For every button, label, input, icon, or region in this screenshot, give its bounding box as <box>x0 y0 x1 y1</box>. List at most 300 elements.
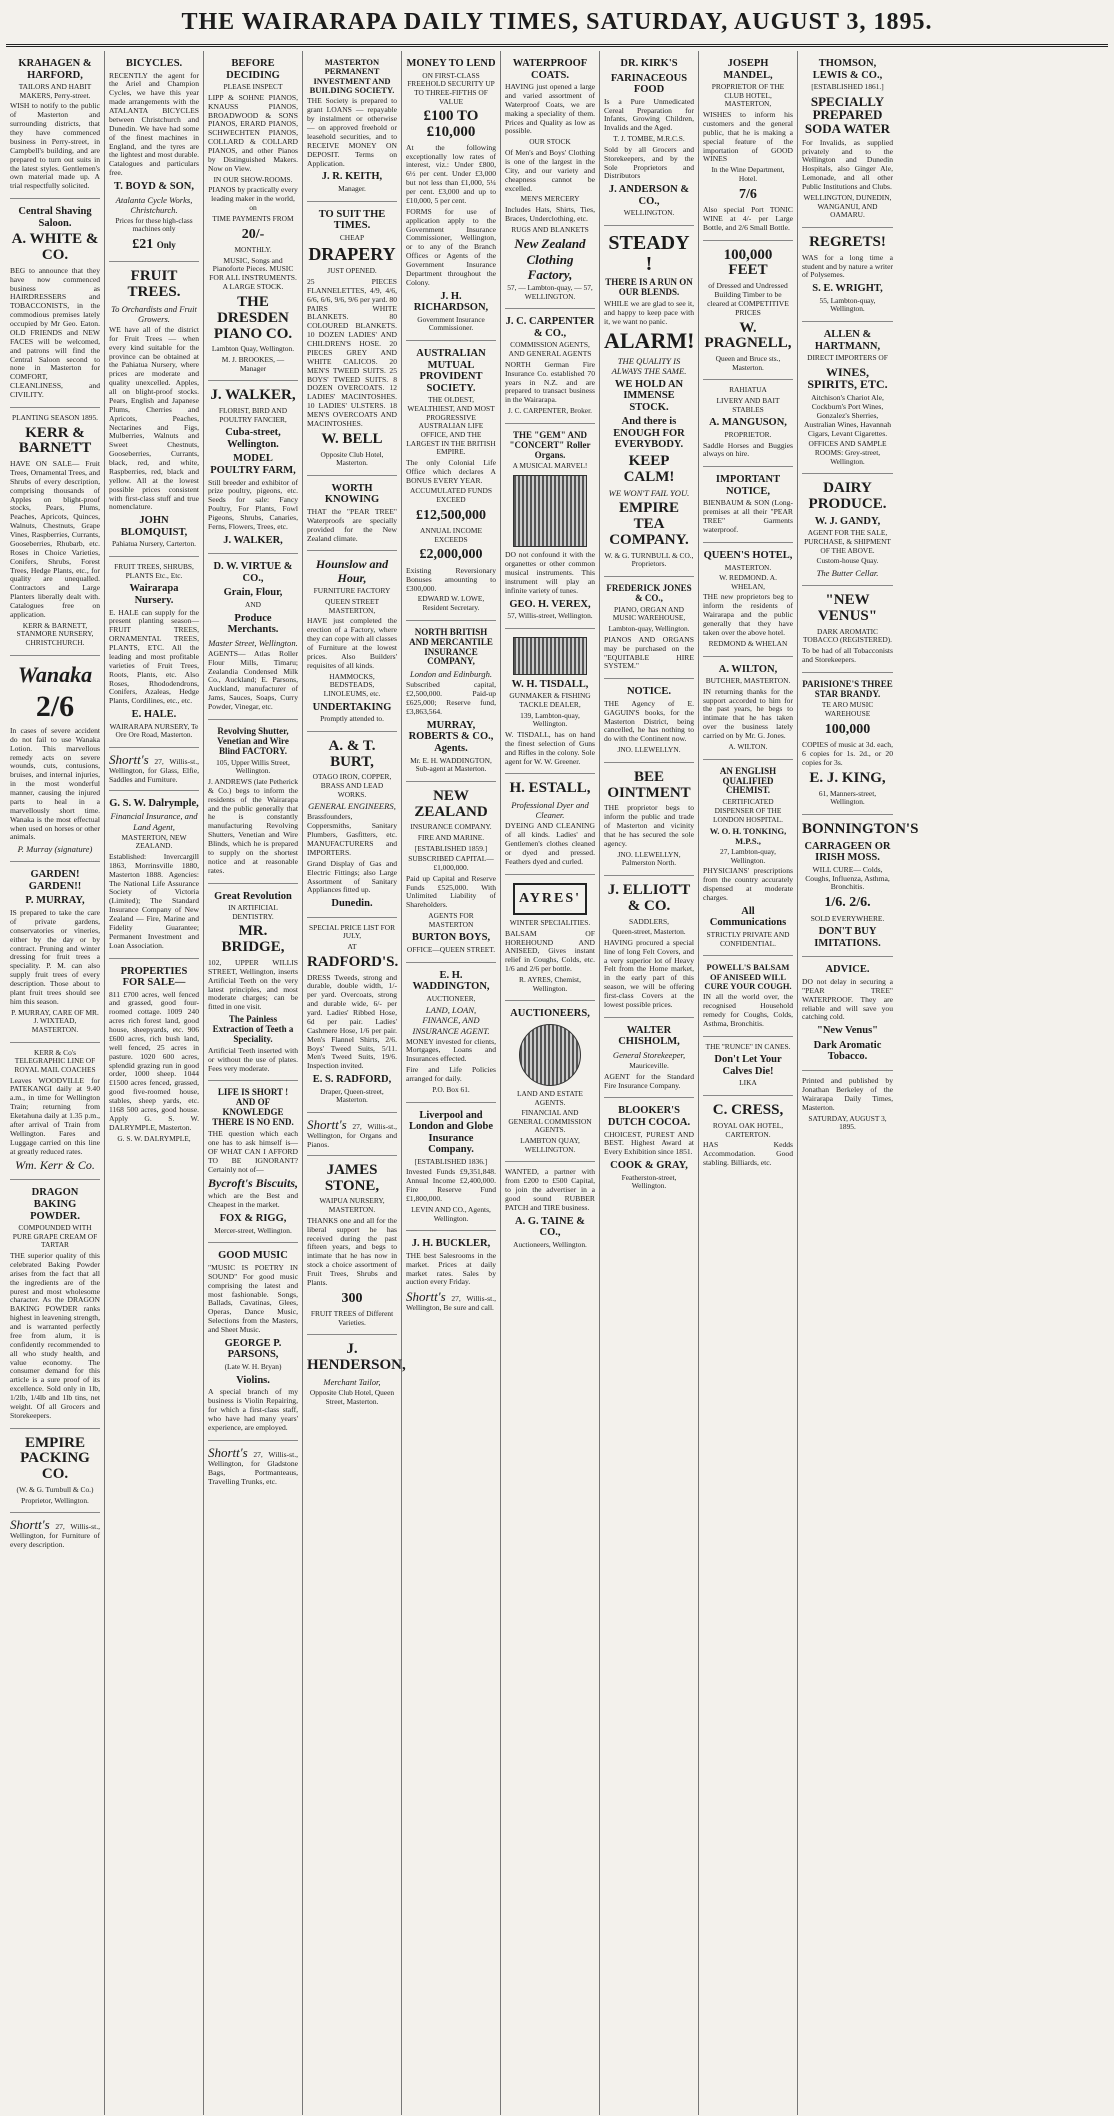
ad-title: KEEP CALM! <box>623 452 675 485</box>
ad-title: DAIRY PRODUCE. <box>808 480 887 513</box>
ad-address: (Late W. H. Bryan) <box>224 1362 282 1371</box>
ad-body: THE Agency of E. GAGUIN'S books, for the Masterton District, being cancelled, he has nothing to do with the Continent now. <box>604 698 694 744</box>
ad-title: A. & T. BURT, <box>328 737 376 770</box>
ad-wanaka-lotion <box>10 656 100 863</box>
ad-subheading: MEN'S MERCERY <box>520 194 580 204</box>
ad-body: A special branch of my business is Violin Repairing, for which a first-class staff, who have had many years' experience, are employed. <box>208 1387 298 1432</box>
price-figure: 100,000 <box>824 721 871 737</box>
ad-title: FREDERICK JONES & CO., <box>606 583 692 603</box>
ad-subheading: INSURANCE COMPANY. <box>410 822 492 832</box>
ad-address: Opposite Club Hotel, Queen Street, Masterton. <box>309 1388 395 1406</box>
ad-footer: J. WALKER, <box>223 534 283 546</box>
ad-dentistry <box>208 884 298 1082</box>
ad-north-british <box>406 621 496 782</box>
ad-title: NORTH BRITISH AND MERCANTILE INSURANCE COMPANY, <box>409 626 493 667</box>
ad-heading: Great Revolution <box>214 890 292 902</box>
ad-footer: A. WILTON. <box>728 741 768 751</box>
ad-heading: MONEY TO LEND <box>406 58 496 69</box>
ad-body: Established: Invercargill 1863, Morrinsville 1880, Masterton 1888. Agencies: The National Life Assurance Society of Victoria (Limited); The Standard Insurance Company of New Zealand — Fire, Marine and Fidelity Guarantee; Permanent Investment and Loan Association. <box>109 851 199 950</box>
column-8 <box>699 51 798 2115</box>
ad-footer: W. PRAGNELL, <box>704 319 792 352</box>
ad-te-aro-music <box>802 673 893 815</box>
ad-title: THE DRESDEN PIANO CO. <box>213 294 293 342</box>
ad-thomson-lewis <box>802 51 893 228</box>
ad-buckler <box>406 1231 496 1318</box>
ad-footer: E. S. RADFORD, <box>312 1074 392 1086</box>
ad-body: IN all the world over, the recognised Household remedy for Coughs, Colds, Asthma, Bronchitis. <box>703 992 793 1028</box>
ad-hounslow <box>307 551 397 731</box>
ad-role: Manager. <box>338 183 366 193</box>
ad-subheading: Financial Insurance, and Land Agent, <box>110 811 198 832</box>
ad-body: HAVING just opened a large and varied assortment of Waterproof Coats, we are making a speciality of them. Prices and Quality as low as possible. <box>505 82 595 136</box>
ad-title: AUSTRALIAN MUTUAL PROVIDENT SOCIETY. <box>416 348 486 394</box>
ad-body: 27, Willis-st., Wellington, for Glass, Elfie, Saddles and Furniture. <box>109 756 199 785</box>
ad-subheading: To Orchardists and Fruit Growers. <box>111 303 197 324</box>
ad-address: Opposite Club Hotel, Masterton. <box>320 449 384 468</box>
ad-footer: W. BELL <box>321 430 383 447</box>
ad-krahagen-harford <box>10 51 100 199</box>
ad-subheading: WE WON'T FAIL YOU. <box>608 488 690 499</box>
ad-subheading: FIRE AND MARINE. <box>417 833 485 843</box>
ad-footer: KERR & BARNETT, STANMORE NURSERY, CHRISTCHURCH. <box>16 620 94 648</box>
ad-body: Paid up Capital and Reserve Funds £525,000. With Unlimited Liability of Shareholders. <box>406 873 496 910</box>
ad-footer: M. J. BROOKES, — Manager <box>221 355 285 373</box>
ad-body: of Dressed and Undressed Building Timber to be cleared at COMPETITIVE PRICES <box>707 281 789 317</box>
ad-properties-for-sale <box>109 959 199 1151</box>
ad-subheading: THE OLDEST, WEALTHIEST, AND MOST PROGRESSIVE AUSTRALIAN LIFE OFFICE, AND THE LARGEST IN THE BRITISH EMPIRE. <box>406 395 496 457</box>
ad-subheading: All Communications <box>709 905 787 929</box>
ad-address: Queen and Bruce sts., Masterton. <box>715 354 781 372</box>
ad-bonnington <box>802 815 919 958</box>
ad-body: which are the Best and Cheapest in the market. <box>208 1191 298 1210</box>
ad-subheading: THERE IS A RUN ON OUR BLENDS. <box>605 277 693 297</box>
ad-runce <box>703 1037 793 1096</box>
ad-heading: DR. KIRK'S <box>620 58 678 69</box>
ad-footer: JOHN BLOMQUIST, <box>120 515 188 538</box>
ad-subheading: JUST OPENED. <box>327 266 377 276</box>
ad-title: J. HENDERSON, <box>307 1341 406 1374</box>
ad-body: 25 PIECES FLANNELETTES, 4/9, 4/6, 6/6, 6/6, 9/6, 9/6 per yard. 80 PAIRS WHITE BLANKETS. 80 COLOURED BLANKETS. 10 DOZEN LADIES' AND CHILDREN'S HOSE. 20 PIECES GREY AND WHITE CALICOS. 20 MEN'S TWEED SUITS. 25 BOYS' TWEED SUITS. 8 DOZEN OVERCOATS. 12 LADIES' MACINTOSHES. 10 LADIES' ULSTERS. 18 MEN'S OVERCOATS AND MACINTOSHES. <box>307 276 397 428</box>
ad-waddington <box>406 963 496 1103</box>
ad-body: E. HALE can supply for the present planting season— FRUIT TREES, ORNAMENTAL TREES, PLANTS, ETC. All the leading and most profitable varieties of Fruit Trees, Roots, Plants, etc. Also Roses, Rhododendrons, Conifers, Azaleas, Hedge Plants, Cordilines, etc., etc. <box>109 607 199 706</box>
ad-role: PROPRIETOR. <box>724 429 772 439</box>
ad-address: OFFICE—QUEEN STREET. <box>406 945 496 954</box>
column-1 <box>6 51 105 2115</box>
ad-body: WE have all of the district for Fruit Trees — when every kind suitable for the province can be obtained at the Pahiatua Nursery, where prices are moderate and quality unexcelled. Apples, all on blight-proof stocks. Pears, English and Japanese Plums, Cherries and Apricots, Peaches, Nectarines and Figs, Mulberries, Walnuts and Sweet Chestnuts, Gooseberries, Currants, black, red, and white, Raspberries, red, black and yellow. All at the lowest possible prices consistent with first-class stuff and true nomenclature. <box>109 324 199 512</box>
ad-address: 139, Lambton-quay, Wellington. <box>520 710 580 729</box>
ad-burt <box>307 732 397 918</box>
ad-body: Brassfounders, Coppersmiths, Sanitary Plumbers, Gasfitters, etc. MANUFACTURERS and IMPORTERS. <box>307 812 397 857</box>
ad-body: DYEING AND CLEANING of all kinds. Ladies' and Gentlemen's clothes cleaned or dyed and pressed. Feathers dyed and curled. <box>505 821 595 866</box>
ad-subheading: AT <box>347 942 357 952</box>
ad-title: J. C. CARPENTER & CO., <box>505 316 595 339</box>
ad-blind-factory <box>208 720 298 884</box>
ad-subheading: General Storekeeper, <box>612 1049 686 1060</box>
ad-tisdall <box>505 629 595 775</box>
ad-body: Sold by all Grocers and Storekeepers, and by the Sole Proprietors and Distributors <box>604 144 694 181</box>
ad-subheading: UNDERTAKING <box>312 701 392 713</box>
ad-body: AGENTS— Atlas Roller Flour Mills, Timaru; Zealandia Condensed Milk Co., Auckland; E. Parsons, Auckland, manufacturer of Jams, Sauces, Soaps, Curry Powder, Vinegar, etc. <box>208 648 298 712</box>
ad-subheading: The Painless Extraction of Teeth a Speciality. <box>212 1014 294 1044</box>
ad-role: Government Insurance Commissioner. <box>417 314 485 333</box>
ad-subheading: (W. & G. Turnbull & Co.) <box>16 1484 94 1494</box>
ad-body: WHILE we are glad to see it, and happy to keep pace with it, we want no panic. <box>604 298 694 326</box>
ad-title: NEW ZEALAND <box>414 787 488 820</box>
ad-body: MUSIC, Songs and Pianoforte Pieces. MUSIC FOR ALL INSTRUMENTS. A LARGE STOCK. <box>209 255 297 292</box>
ad-title: POWELL'S BALSAM OF ANISEED WILL CURE YOUR COUGH. <box>704 962 792 991</box>
ad-subheading: CARRAGEEN OR IRISH MOSS. <box>804 840 891 864</box>
roller-organ-illustration <box>513 475 587 547</box>
brand-logo: Wanaka <box>17 661 93 687</box>
ad-body: 27, Willis-st., Wellington, for Gladstone Bags, Portmanteaus, Travelling Trunks, etc. <box>208 1449 298 1486</box>
ad-body: BALSAM OF HOREHOUND AND ANISEED, Gives instant relief in Coughs, Colds, etc. 1/6 and 2/6 per bottle. <box>505 928 595 974</box>
ad-title: G. S. W. Dalrymple, <box>109 797 199 809</box>
ad-building-society <box>307 51 397 202</box>
ad-body: The only Colonial Life Office which declares A BONUS EVERY YEAR. <box>406 457 496 485</box>
ad-body: LIPP & SOHNE PIANOS, KNAUSS PIANOS, BROADWOOD & SONS PIANOS, ERARD PIANOS, SCHWECHTEN PIANOS, COLLARD & COLLARD PIANOS, and other Pianos by Distinguished Makers. Now on View. <box>208 92 298 173</box>
ad-title: ALARM! <box>604 328 695 354</box>
ad-subheading: FRUIT TREES of Different Varieties. <box>310 1309 394 1327</box>
ad-address: Queen-street, Masterton. <box>612 927 686 937</box>
ad-body: Grand Display of Gas and Electric Fittings; also Large Assortment of Sanitary Appliances fitted up. <box>307 858 397 895</box>
ad-subheading: SUBSCRIBED CAPITAL—£1,000,000. <box>408 854 494 872</box>
ad-dalrymple <box>109 791 199 959</box>
ad-footer: J. C. CARPENTER, Broker. <box>508 406 592 416</box>
ad-title: JAMES STONE, <box>324 1161 380 1194</box>
ad-subheading: DARK AROMATIC TOBACCO (REGISTERED). <box>803 626 892 645</box>
ad-address: Dunedin. <box>331 898 373 910</box>
ad-body: BEG to announce that they have now commenced business as HAIRDRESSERS and TOBACCONISTS, in the commodious premises lately occupied by Mr Geo. Eaton. OLD FRIENDS and NEW FACES will be welcomed, and patrons will find the Central Saloon second to none in Masterton for COMFORT, CLEANLINESS, and CIVILITY. <box>10 265 100 399</box>
ad-subheading: AGENTS FOR MASTERTON <box>428 911 474 929</box>
ad-subheading: TIME PAYMENTS FROM <box>212 213 294 223</box>
ad-virtue <box>208 554 298 720</box>
ad-heading: RAHIATUA <box>729 385 767 395</box>
ad-body: THE superior quality of this celebrated Baking Powder arises from the fact that all the ingredients are of the purest and most wholesome character. As the DRAGON BAKING POWDER ranks highest in leavening strength, and is warranted perfectly free from alum, it is confidently recommended to all who study health, and value economy. The consumer demand for this article is a sure proof of its excellence. Sold only in 1lb, 1/2lb, 1/4lb and 1lb tins, net weight. Of all Grocers and Storekeepers. <box>10 1251 100 1420</box>
ad-heading: WORTH KNOWING <box>324 482 380 506</box>
ad-title: E. H. WADDINGTON, <box>412 969 490 993</box>
ad-title: MR. BRIDGE, <box>221 923 285 956</box>
ad-body: Artificial Teeth inserted with or without the use of plates. Fees very moderate. <box>208 1045 298 1073</box>
ad-body: Includes Hats, Shirts, Ties, Braces, Underclothing, etc. <box>505 205 595 223</box>
ad-title: JOSEPH MANDEL, <box>723 58 773 81</box>
ad-body: IN returning thanks for the support accorded to him for the past years, he begs to intimate that he has taken over the business lately carried on by Mr. G. Jones. <box>703 686 793 741</box>
ad-title: A. WHITE & CO. <box>11 231 99 263</box>
ad-address: Lambton Quay, Wellington. <box>211 344 295 354</box>
ad-title: KERR & BARNETT <box>18 424 92 457</box>
ad-body: Subscribed capital, £2,500,000. Paid-up £625,000; Reserve fund, £3,863,564. <box>406 680 496 717</box>
ad-title: GEORGE P. PARSONS, <box>224 1337 282 1361</box>
column-2 <box>105 51 204 2115</box>
ad-subheading: GUNMAKER & FISHING TACKLE DEALER, <box>509 691 591 709</box>
ad-title: Revolving Shutter, Venetian and Wire Blind FACTORY. <box>217 725 289 756</box>
ad-address: Draper, Queen-street, Masterton. <box>320 1086 384 1105</box>
ad-title: QUEEN'S HOTEL, <box>703 549 793 561</box>
ad-title: RADFORD'S. <box>307 953 399 970</box>
ad-subheading: THE QUALITY IS ALWAYS THE SAME. <box>611 355 687 376</box>
ad-body: IS prepared to take the care of private gardens, conservatories or vineries, either by the day or by contract. Pruning and winter dressing for fruit trees a speciality. P. M. can also supply fruit trees of every description. Those about to plant fruit trees should see him this season. <box>10 908 100 1006</box>
ad-body: Invested Funds £9,351,848. Annual Income £2,400,000. Fire Reserve Fund £1,800,000. <box>406 1167 496 1204</box>
ad-title: D. W. VIRTUE & CO., <box>213 561 293 584</box>
ad-title: EMPIRE PACKING CO. <box>20 1434 90 1483</box>
ad-body: At the following exceptionally low rates of interest, viz.: Under £800, 6½ per cent. Under £3,000 but not less than £1,000, 5¼ per cent. £3,000 and up to £10,000, 5 per cent. <box>406 142 496 205</box>
ad-subheading: OUR STOCK <box>529 137 571 147</box>
ad-subheading: AGENT FOR THE SALE, PURCHASE, & SHIPMENT OF THE ABOVE. <box>804 528 891 555</box>
price-figure: £2,000,000 <box>419 547 483 563</box>
ad-address: WELLINGTON. <box>623 208 675 218</box>
ad-footer: OFFICES AND SAMPLE ROOMS: Grey-street, Wellington. <box>808 439 887 466</box>
ad-heading: AUCTIONEERS, <box>510 1008 590 1020</box>
ad-title: THE "GEM" AND "CONCERT" Roller Organs. <box>509 429 591 460</box>
ad-henderson <box>307 1335 406 1413</box>
ad-subheading: SOLD EVERYWHERE. <box>810 913 885 923</box>
ad-body: THE best Salesrooms in the market. Prices at daily market rates. Sales by auction every Friday. <box>406 1250 496 1287</box>
ad-footer: EDWARD W. LOWE, Resident Secretary. <box>417 594 485 613</box>
ad-auctioneers <box>505 1001 595 1162</box>
ad-subheading: CERTIFICATED DISPENSER OF THE LONDON HOSPITAL. <box>712 797 784 824</box>
ad-subheading: Grain, Flour, <box>223 587 283 599</box>
ad-title: DRAPERY <box>308 244 396 265</box>
column-4 <box>303 51 406 2115</box>
ad-subheading: FURNITURE FACTORY <box>313 586 391 596</box>
ad-important-notice <box>703 467 793 543</box>
ad-heading: FRUIT TREES, SHRUBS, PLANTS Etc., Etc. <box>114 562 194 580</box>
ad-title: J. WALKER, <box>210 387 296 404</box>
ad-body: DO not confound it with the organettes or other common musical instruments. This instrument will play an infinite variety of tunes. <box>505 550 595 595</box>
ad-title: J. ELLIOTT & CO. <box>607 882 691 914</box>
ad-allen-hartmann <box>802 322 893 474</box>
ad-subheading: London and Edinburgh. <box>409 669 493 680</box>
ad-subheading: FINANCIAL AND GENERAL COMMISSION AGENTS. <box>508 1108 592 1135</box>
page-columns <box>6 51 1108 2115</box>
ad-subheading: WINTER SPECIALITIES. <box>509 917 591 927</box>
ad-body: "MUSIC IS POETRY IN SOUND" For good music comprising the latest and most fashionable. Songs, Ballads, Cavatinas, Glees, Operas, Dance Music, Selections from the Masters, and Sheet Music. <box>208 1262 298 1335</box>
ad-subheading: [ESTABLISHED 1859.] <box>414 843 488 853</box>
ad-subheading: SADDLERS, <box>628 916 670 926</box>
ad-amp-society <box>406 341 496 621</box>
ad-body: RECENTLY the agent for the Ariel and Champion Cycles, we have this year made arrangements with the ATALANTA BICYCLES between Christchurch and Dunedin. We have had some of the finest machines in England, and the tyres are the lightest and most durable. Catalogues and particulars free. <box>109 70 199 178</box>
ad-shortts <box>307 1113 397 1156</box>
ad-address: Atalanta Cycle Works, Christchurch. <box>115 194 193 215</box>
ad-estall <box>505 774 595 874</box>
ad-subheading: WAIPUA NURSERY, MASTERTON. <box>319 1196 385 1215</box>
ad-subheading: IN OUR SHOW-ROOMS. <box>213 174 293 184</box>
ad-footer: T. J. TOMBE, M.R.C.S. <box>613 134 685 144</box>
fishing-tackle-illustration <box>513 637 587 675</box>
ad-body: THE proprietor begs to inform the public and trade of Masterton and vicinity that he has secured the sole agency. <box>604 803 694 848</box>
ad-cheap-drapery <box>307 202 397 476</box>
ad-regrets <box>802 228 893 322</box>
ad-subheading: W. REDMOND. A. WHELAN, <box>719 573 777 591</box>
ad-footer: G. S. W. DALRYMPLE, <box>117 1133 191 1143</box>
ayres-banner: AYRES' <box>513 883 587 915</box>
ad-subheading: ACCUMULATED FUNDS EXCEED <box>410 486 492 505</box>
ad-footer: LIKA <box>739 1078 757 1088</box>
ad-title: £100 TO £10,000 <box>423 108 479 140</box>
ad-title: New Zealand Clothing Factory, <box>514 236 586 282</box>
ad-title: H. ESTALL, <box>509 780 591 797</box>
ad-wilton <box>703 657 793 760</box>
ad-address: 27, Lambton-quay, Wellington. <box>720 846 776 865</box>
ad-body: HAVE ON SALE— Fruit Trees, Ornamental Trees, and Shrubs of every description, comprising thousands of Apples on blight-proof stocks, Pears, Plums, Peaches, Apricots, Quinces, Walnuts, Chestnuts, Grape Vines, Raspberries, Currants, Gooseberries, Rhubarb, etc. Roses in Choice Varieties, Conifers, Shrubs, Forest Trees, Hedge Plants, etc., for quality are unequalled. Contractors and Large Planters liberally dealt with. Catalogues free on application. <box>10 459 100 619</box>
ad-title: BONNINGTON'S <box>802 820 919 837</box>
ad-title: A. WILTON, <box>718 663 778 675</box>
ad-roller-organs <box>505 424 595 629</box>
ad-address: MASTERTON. <box>724 562 772 572</box>
ad-subheading: ANNUAL INCOME EXCEEDS <box>420 526 482 544</box>
price-figure: 7/6 <box>739 186 757 202</box>
ad-title: C. CRESS, <box>712 1102 784 1119</box>
ad-title: Liverpool and London and Globe Insurance Company. <box>408 1109 494 1156</box>
ad-address: 55, Lambton-quay, Wellington. <box>819 295 876 314</box>
brand-name: Shortt's <box>10 1517 50 1533</box>
imprint <box>802 1071 893 1139</box>
ad-subheading: LAND, LOAN, FINANCE, AND INSURANCE AGENT. <box>412 1005 490 1036</box>
ad-address: MASTERTON, NEW ZEALAND. <box>121 832 187 851</box>
ad-footer: COOK & GRAY, <box>610 1160 688 1172</box>
ad-body: Also special Port TONIC WINE at 4/- per Large Bottle, and 2/6 Small Bottle. <box>703 205 793 232</box>
ad-role: Auctioneers, Wellington. <box>513 1239 587 1249</box>
ad-royal-oak <box>703 1096 793 1175</box>
ad-title: SPECIALLY PREPARED SODA WATER <box>804 93 891 137</box>
ad-subheading: DON'T BUY IMITATIONS. <box>814 926 881 949</box>
ad-heading: KRAHAGEN & HARFORD, <box>18 58 92 81</box>
ad-body: 27, Willis-st., Wellington, for Organs and Pianos. <box>307 1122 397 1150</box>
ad-subheading: MONTHLY. <box>234 244 272 254</box>
ad-body: 27, Willis-st., Wellington, Be sure and call. <box>406 1294 496 1313</box>
ad-carpenter <box>505 309 595 423</box>
ad-address: 57, Willis-street, Wellington. <box>507 611 593 621</box>
ad-title: Hounslow and Hour, <box>315 557 389 586</box>
ad-body: DO not delay in securing a "PEAR TREE" WATERPROOF. They are reliable and will save you catching cold. <box>802 976 893 1022</box>
ad-body: CHOICEST, PUREST AND BEST. Highest Award at Every Exhibition since 1851. <box>604 1129 694 1157</box>
ad-livery-stables <box>703 380 793 467</box>
ad-heading: NOTICE. <box>626 686 672 698</box>
ad-worth-knowing <box>307 476 397 552</box>
ad-heading: BICYCLES. <box>125 58 183 69</box>
ad-subheading: Dark Aromatic Tobacco. <box>813 1039 882 1063</box>
ad-central-shaving-saloon <box>10 199 100 408</box>
ad-heading: GARDEN! GARDEN!! <box>28 869 82 892</box>
column-5 <box>402 51 501 2115</box>
ad-title: THOMSON, LEWIS & CO., <box>812 58 883 81</box>
ad-james-stone <box>307 1156 397 1336</box>
ad-ayres <box>505 875 595 1002</box>
ad-body: WILL CURE— Colds, Coughs, Influenza, Asthma, Bronchitis. <box>805 864 890 892</box>
ad-footer: LEVIN AND CO., Agents, Wellington. <box>411 1204 491 1223</box>
ad-body: HAS Kedds Accommodation. Good stabling. Billiards, etc. <box>703 1140 793 1167</box>
ad-good-music <box>208 1243 298 1440</box>
ad-body: WAS for a long time a student and by nature a writer of Polysemes. <box>802 252 893 280</box>
ad-address: LAMBTON QUAY, WELLINGTON. <box>520 1136 580 1154</box>
price-figure: £21 Only <box>132 237 176 252</box>
price-figure: 300 <box>341 1290 363 1306</box>
ad-footer: MURRAY, ROBERTS & CO., Agents. <box>408 719 494 754</box>
ad-footer: W. J. GANDY, <box>814 515 881 527</box>
ad-dragon-baking-powder <box>10 1180 100 1428</box>
ad-subheading: AUCTIONEER, <box>426 993 476 1003</box>
ad-address: Pahiatua Nursery, Carterton. <box>111 539 197 549</box>
ad-title: P. MURRAY, <box>25 895 85 907</box>
ad-shortts <box>208 1441 298 1492</box>
ad-title: 100,000 FEET <box>723 246 773 279</box>
ad-body: THANKS one and all for the liberal support he has received during the past fifteen years, and begs to intimate that he has now in stock a choice assortment of Fruit Trees, Shrubs and Plants. <box>307 1215 397 1287</box>
ad-subheading: COMMISSION AGENTS, AND GENERAL AGENTS <box>508 340 592 359</box>
ad-subheading: HAMMOCKS, BEDSTEADS, LINOLEUMS, etc. <box>323 671 381 698</box>
brand-name: Shortt's <box>208 1444 248 1460</box>
ad-title: BEE OINTMENT <box>607 768 691 801</box>
column-9 <box>798 51 919 2115</box>
ad-body: Still breeder and exhibitor of prize poultry, pigeons, etc. Seeds for sale: Fancy Poultry, For Plants, Fowl Pigeons, Shrubs, Canaries, Ferns, Flowers, Trees, etc. <box>208 477 298 531</box>
ad-footer: P. MURRAY, CARE OF MR. J. WIXTEAD, MASTERTON. <box>11 1007 99 1034</box>
ad-body: PIANOS by practically every leading maker in the world, on <box>208 185 298 213</box>
ad-subheading: Violins. <box>236 1374 270 1386</box>
ad-subheading: PROPRIETOR OF THE CLUB HOTEL, MASTERTON, <box>711 82 785 109</box>
ad-title: REGRETS! <box>809 233 886 250</box>
brand-name: Bycroft's Biscuits, <box>208 1176 299 1191</box>
ad-bee-ointment <box>604 763 694 876</box>
ad-title: MASTERTON PERMANENT INVESTMENT AND BUILDING SOCIETY. <box>309 57 395 96</box>
ad-subheading: W. & G. TURNBULL & CO., Proprietors. <box>604 550 694 569</box>
ad-body: In cases of severe accident do not fail to use Wanaka Lotion. This marvellous remedy acts on severe wounds, cuts, contusions, bruises, and internal injuries, in the most wonderful manner, causing the injured parts to heal in a marvellously short time. Wanaka is the most effectual when used on horses or other animals. <box>10 725 100 842</box>
ad-subheading: CHEAP <box>339 232 365 242</box>
ad-subheading: Produce Merchants. <box>227 612 279 636</box>
ad-title: FARINACEOUS FOOD <box>610 72 688 96</box>
ad-subheading: MODEL POULTRY FARM, <box>210 453 296 477</box>
ad-radford <box>307 918 397 1113</box>
ad-subheading: DIRECT IMPORTERS OF <box>807 353 888 363</box>
ad-body: For Invalids, as supplied privately and to the Wellington and Dunedin Hospitals, also Ginger Ale, Lemonade, and all other Public Institutions and Clubs. <box>802 137 893 192</box>
ad-body: THE question which each one has to ask himself is— OF WHAT CAN I AFFORD TO BE IGNORANT? Certainly not of— <box>208 1129 298 1174</box>
ad-body: 27, Willis-st., Wellington, for Furniture of every description. <box>10 1522 100 1550</box>
ad-address: Mauriceville. <box>629 1061 669 1070</box>
ad-address: 57, — Lambton-quay, — 57, WELLINGTON. <box>507 283 593 301</box>
price-label: Prices for these high-class machines only <box>115 215 193 234</box>
ad-subheading: ON FIRST-CLASS FREEHOLD SECURITY UP TO THREE-FIFTHS OF VALUE <box>407 70 495 106</box>
ad-subheading: RUGS AND BLANKETS <box>511 224 589 234</box>
ad-footer: A. G. TAINE & CO., <box>515 1215 585 1239</box>
ad-kerr-barnett <box>10 408 100 656</box>
brand-name: Shortt's <box>406 1289 446 1305</box>
ad-title: Don't Let Your Calves Die! <box>714 1054 782 1077</box>
ad-bicycles <box>109 51 199 262</box>
ad-title: STEADY ! <box>608 232 690 276</box>
ad-subheading: PLANTING SEASON 1895. <box>11 412 99 422</box>
ad-heading: Central Shaving Saloon. <box>18 206 92 229</box>
ad-subheading: Promptly attended to. <box>320 714 384 724</box>
ad-body: W. TISDALL, has on hand the finest selection of Guns and Rifles in the colony. Sole agent for W. W. Greener. <box>505 729 595 766</box>
ad-body: WISH to notify to the public of Masterton and surrounding districts, that they have commenced business in Perry-street, in Campbell's building, and are prepared to turn out suits in the latest styles. Gentlemen's own material made up. A trial respectfully solicited. <box>10 101 100 191</box>
ad-title: A. MANGUSON, <box>709 417 787 429</box>
ad-footer: GEO. H. VEREX, <box>509 598 591 610</box>
ad-body: AGENT for the Standard Fire Insurance Company. <box>604 1071 694 1090</box>
ad-body: COPIES of music at 3d. each, 6 copies for 1s. 2d., or 20 copies for 3s. <box>802 740 893 767</box>
ad-subheading: The Butter Cellar. <box>816 568 879 579</box>
ad-subheading: AND <box>244 600 261 609</box>
ad-shortts <box>10 1513 100 1555</box>
ad-heading: PARISIONE'S THREE STAR BRANDY. <box>802 678 893 699</box>
ad-footer: FOX & RIGG, <box>219 1213 287 1225</box>
ad-footer: JNO. LLEWELLYN, Palmerston North. <box>617 849 681 868</box>
ad-heading: ADVICE. <box>825 964 870 976</box>
ad-subheading: TE ARO MUSIC WAREHOUSE <box>821 700 874 719</box>
ad-title: T. BOYD & SON, <box>113 181 195 193</box>
ad-address: Mercer-street, Wellington. <box>214 1225 292 1235</box>
ad-pragnell-timber <box>703 241 793 381</box>
ad-body: HAVING procured a special line of long Felt Covers, and a very superior lot of Heavy Felt from the Home market, in the early part of this season, we will be offering first-class Covers at the lowest possible prices. <box>604 937 694 1009</box>
brand-name: Shortt's <box>109 751 149 767</box>
ad-address: Master Street, Wellington. <box>208 637 298 648</box>
price-figure: 20/- <box>241 226 265 242</box>
